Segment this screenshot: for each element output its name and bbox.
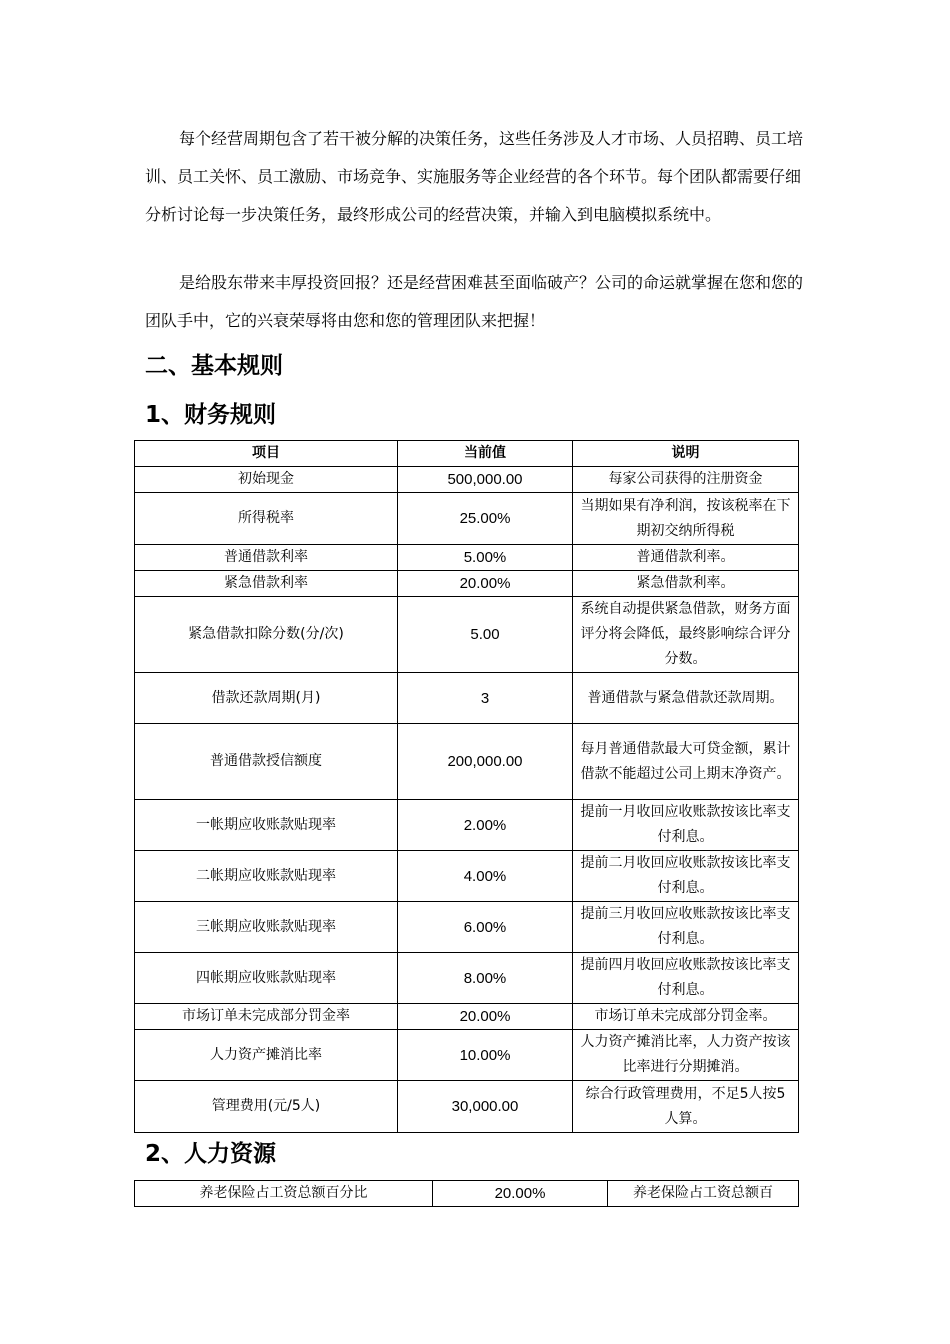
item-cell: 一帐期应收账款贴现率 bbox=[135, 800, 398, 851]
desc-cell: 每月普通借款最大可贷金额，累计借款不能超过公司上期末净资产。 bbox=[573, 724, 799, 800]
desc-cell: 每家公司获得的注册资金 bbox=[573, 467, 799, 493]
intro-paragraph-1: 每个经营周期包含了若干被分解的决策任务，这些任务涉及人才市场、人员招聘、员工培训、员工关怀、员工激励、市场竞争、实施服务等企业经营的各个环节。每个团队都需要仔细分析讨论每一步决策任务，最终形成公司的经营决策，并输入到电脑模拟系统中。 bbox=[145, 129, 804, 224]
item-cell: 管理费用(元/5人) bbox=[135, 1081, 398, 1133]
desc-cell: 市场订单未完成部分罚金率。 bbox=[573, 1004, 799, 1030]
desc-cell: 普通借款利率。 bbox=[573, 545, 799, 571]
value-cell: 20.00% bbox=[398, 571, 573, 597]
table-row bbox=[135, 800, 799, 851]
value-cell: 25.00% bbox=[398, 493, 573, 545]
table-row bbox=[135, 673, 799, 724]
table-row bbox=[135, 1181, 799, 1207]
column-header-desc: 说明 bbox=[573, 441, 799, 467]
value-cell: 20.00% bbox=[433, 1181, 608, 1207]
table-row bbox=[135, 1004, 799, 1030]
value-cell: 4.00% bbox=[398, 851, 573, 902]
table-row bbox=[135, 851, 799, 902]
hr-table bbox=[134, 1180, 799, 1207]
desc-cell: 紧急借款利率。 bbox=[573, 571, 799, 597]
value-cell: 5.00 bbox=[398, 597, 573, 673]
value-cell: 30,000.00 bbox=[398, 1081, 573, 1133]
item-cell: 紧急借款扣除分数(分/次) bbox=[135, 597, 398, 673]
value-cell: 3 bbox=[398, 673, 573, 724]
table-row bbox=[135, 1030, 799, 1081]
table-row bbox=[135, 597, 799, 673]
item-cell: 人力资产摊消比率 bbox=[135, 1030, 398, 1081]
item-cell: 养老保险占工资总额百分比 bbox=[135, 1181, 433, 1207]
subsection-heading-finance-rules: 1、财务规则 bbox=[145, 402, 277, 428]
item-cell: 三帐期应收账款贴现率 bbox=[135, 902, 398, 953]
value-cell: 8.00% bbox=[398, 953, 573, 1004]
table-row bbox=[135, 724, 799, 800]
item-cell: 初始现金 bbox=[135, 467, 398, 493]
value-cell: 200,000.00 bbox=[398, 724, 573, 800]
desc-cell: 综合行政管理费用，不足5人按5人算。 bbox=[573, 1081, 799, 1133]
desc-cell: 提前三月收回应收账款按该比率支付利息。 bbox=[573, 902, 799, 953]
value-cell: 20.00% bbox=[398, 1004, 573, 1030]
value-cell: 5.00% bbox=[398, 545, 573, 571]
item-cell: 普通借款利率 bbox=[135, 545, 398, 571]
item-cell: 紧急借款利率 bbox=[135, 571, 398, 597]
item-cell: 所得税率 bbox=[135, 493, 398, 545]
value-cell: 2.00% bbox=[398, 800, 573, 851]
item-cell: 借款还款周期(月) bbox=[135, 673, 398, 724]
table-row bbox=[135, 545, 799, 571]
desc-cell: 养老保险占工资总额百 bbox=[608, 1181, 799, 1207]
desc-cell: 普通借款与紧急借款还款周期。 bbox=[573, 673, 799, 724]
desc-cell: 提前一月收回应收账款按该比率支付利息。 bbox=[573, 800, 799, 851]
value-cell: 10.00% bbox=[398, 1030, 573, 1081]
item-cell: 四帐期应收账款贴现率 bbox=[135, 953, 398, 1004]
item-cell: 普通借款授信额度 bbox=[135, 724, 398, 800]
desc-cell: 当期如果有净利润，按该税率在下期初交纳所得税 bbox=[573, 493, 799, 545]
intro-paragraph-2: 是给股东带来丰厚投资回报？还是经营困难甚至面临破产？公司的命运就掌握在您和您的团队手中，它的兴衰荣辱将由您和您的管理团队来把握！ bbox=[145, 273, 804, 330]
desc-cell: 人力资产摊消比率，人力资产按该比率进行分期摊消。 bbox=[573, 1030, 799, 1081]
item-cell: 市场订单未完成部分罚金率 bbox=[135, 1004, 398, 1030]
column-header-value: 当前值 bbox=[398, 441, 573, 467]
subsection-heading-human-resources: 2、人力资源 bbox=[145, 1141, 277, 1167]
table-row bbox=[135, 571, 799, 597]
value-cell: 6.00% bbox=[398, 902, 573, 953]
column-header-item: 项目 bbox=[135, 441, 398, 467]
table-row bbox=[135, 953, 799, 1004]
table-row bbox=[135, 902, 799, 953]
finance-rules-table bbox=[134, 440, 799, 1133]
item-cell: 二帐期应收账款贴现率 bbox=[135, 851, 398, 902]
table-row bbox=[135, 1081, 799, 1133]
table-row bbox=[135, 467, 799, 493]
desc-cell: 提前二月收回应收账款按该比率支付利息。 bbox=[573, 851, 799, 902]
table-row bbox=[135, 493, 799, 545]
desc-cell: 系统自动提供紧急借款，财务方面评分将会降低，最终影响综合评分分数。 bbox=[573, 597, 799, 673]
section-heading-basic-rules: 二、基本规则 bbox=[145, 353, 283, 379]
value-cell: 500,000.00 bbox=[398, 467, 573, 493]
table-header-row bbox=[135, 441, 799, 467]
desc-cell: 提前四月收回应收账款按该比率支付利息。 bbox=[573, 953, 799, 1004]
